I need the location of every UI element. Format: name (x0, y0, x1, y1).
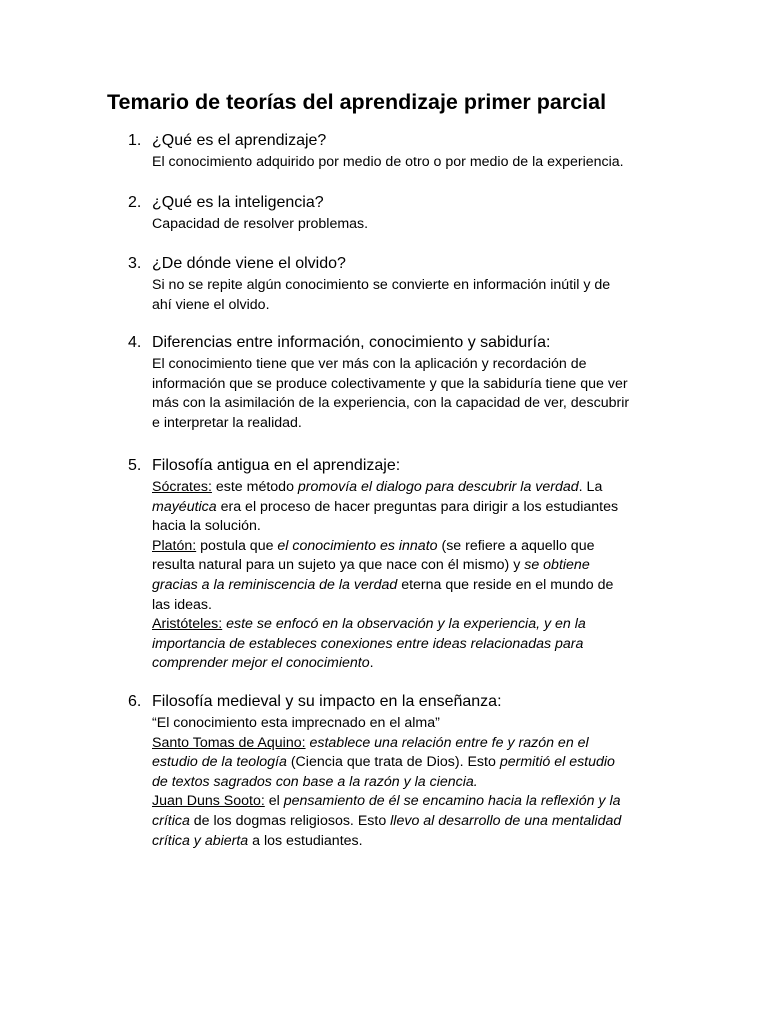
text-segment: (Ciencia que trata de Dios). Esto (286, 754, 500, 771)
item-question: Filosofía antigua en el aprendizaje: (152, 457, 401, 474)
answer-line (152, 556, 672, 576)
item-answer (152, 215, 672, 235)
item-answer (152, 714, 672, 851)
philosopher-name: Platón: (152, 537, 197, 554)
answer-line: El conocimiento adquirido por medio de otro o por medio de la experiencia. (152, 154, 624, 170)
answer-line: Capacidad de resolver problemas. (152, 216, 369, 232)
text-segment: llevo al desarrollo de una mentalidad (390, 812, 622, 829)
item-answer (152, 276, 672, 315)
item-question: ¿De dónde viene el olvido? (152, 255, 346, 272)
item-answer (152, 153, 672, 173)
text-segment: crítica y abierta (152, 832, 249, 849)
item-answer (152, 355, 672, 433)
text-segment: gracias a la reminiscencia de la verdad (152, 576, 398, 593)
answer-line (152, 537, 672, 557)
answer-line (152, 498, 672, 518)
philosopher-name: Sócrates: (152, 479, 212, 495)
text-segment: promovía el dialogo para descubrir la verdad (297, 479, 579, 495)
item-number: 2. (128, 194, 142, 211)
philosopher-name: Aristóteles: (152, 616, 223, 633)
answer-line: El conocimiento tiene que ver más con la aplicación y recordación de (152, 356, 587, 372)
text-segment: . La (578, 479, 603, 495)
text-segment: crítica (152, 812, 190, 829)
answer-line: hacia la solución. (152, 518, 261, 535)
item-question: ¿Qué es la inteligencia? (152, 194, 324, 211)
item-number: 1. (128, 132, 142, 149)
text-segment: postula que (196, 537, 278, 554)
answer-line (152, 654, 672, 674)
answer-line: importancia de estableces conexiones entre ideas relacionadas para (152, 635, 584, 652)
answer-line (152, 615, 672, 635)
answer-line: información que se produce colectivamente y que la sabiduría tiene que ver (152, 375, 628, 392)
answer-line: ahí viene el olvido. (152, 296, 270, 313)
text-segment: este se enfocó en la observación y la experiencia, y en la (222, 616, 586, 633)
item-number: 5. (128, 457, 142, 474)
item-number: 4. (128, 334, 142, 351)
text-segment: el conocimiento es innato (277, 537, 438, 554)
text-segment: a los estudiantes. (248, 832, 363, 849)
item-question: Filosofía medieval y su impacto en la enseñanza: (152, 693, 502, 710)
philosopher-name: Santo Tomas de Aquino: (152, 734, 306, 751)
text-segment: resulta natural para un sujeto ya que nace con él mismo) y (152, 557, 525, 574)
answer-line (152, 812, 672, 832)
answer-line: las ideas. (152, 596, 212, 613)
text-segment: . (369, 655, 374, 672)
text-segment: (se refiere a aquello que (437, 537, 595, 554)
text-segment: mayéutica (152, 498, 217, 515)
answer-line: más con la asimilación de la experiencia, con la capacidad de ver, descubrir (152, 395, 630, 412)
philosopher-name: Juan Duns Sooto: (152, 793, 265, 810)
answer-line (152, 753, 672, 773)
item-number: 6. (128, 693, 142, 710)
text-segment: eterna que reside en el mundo de (397, 576, 614, 593)
answer-line (152, 792, 672, 812)
quote-line: “El conocimiento esta imprecnado en el alma” (152, 715, 440, 731)
text-segment: era el proceso de hacer preguntas para dirigir a los estudiantes (216, 498, 619, 515)
text-segment: el (264, 793, 284, 810)
text-segment: establece una relación entre fe y razón en el (305, 734, 589, 751)
text-segment: permitió el estudio (499, 754, 615, 771)
item-answer (152, 478, 672, 674)
document-title: Temario de teorías del aprendizaje primer parcial (107, 90, 607, 114)
item-question: ¿Qué es el aprendizaje? (152, 132, 327, 149)
answer-line: Si no se repite algún conocimiento se convierte en información inútil y de (152, 277, 611, 293)
answer-line (152, 734, 672, 754)
answer-line (152, 832, 672, 852)
text-segment: pensamiento de él se encamino hacia la reflexión y la (283, 793, 621, 810)
text-segment: este método (211, 479, 298, 495)
answer-line (152, 478, 672, 498)
text-segment: comprender mejor el conocimiento (152, 655, 370, 672)
text-segment: de los dogmas religiosos. Esto (189, 812, 391, 829)
answer-line: e interpretar la realidad. (152, 414, 302, 431)
item-question: Diferencias entre información, conocimiento y sabiduría: (152, 334, 551, 351)
answer-line (152, 576, 672, 596)
text-segment: se obtiene (524, 557, 590, 574)
item-number: 3. (128, 255, 142, 272)
text-segment: estudio de la teología (152, 754, 287, 771)
answer-line: de textos sagrados con base a la razón y la ciencia. (152, 773, 478, 790)
